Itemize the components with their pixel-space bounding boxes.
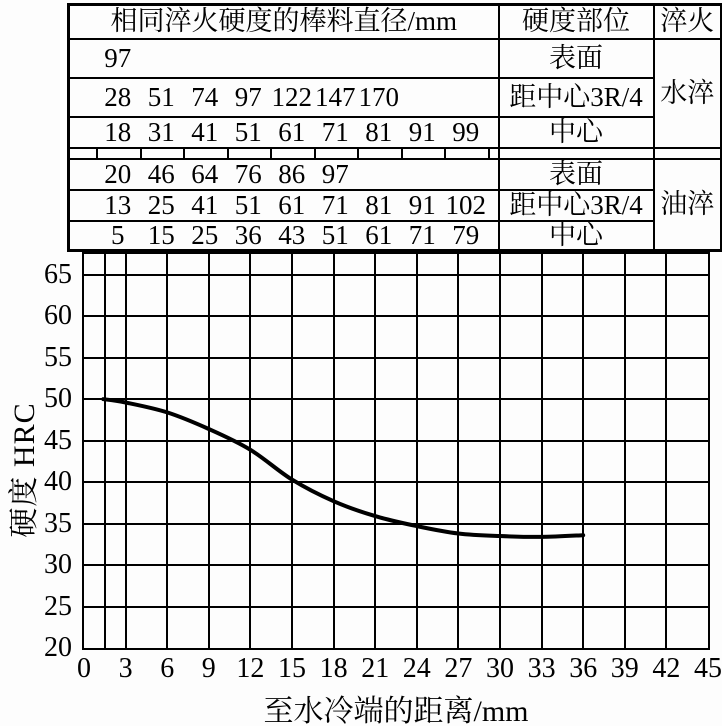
separator-tick	[314, 149, 316, 158]
diameter-value: 61	[278, 116, 306, 147]
separator-tick	[183, 149, 185, 158]
diameter-value: 61	[278, 189, 306, 220]
position-cell: 中心	[499, 117, 654, 148]
diameter-value: 71	[321, 189, 349, 220]
x-tick-label: 45	[694, 653, 722, 684]
table-header-row	[69, 5, 722, 39]
diameter-value: 13	[104, 189, 132, 220]
table-row	[69, 159, 722, 190]
diameter-value: 64	[191, 158, 219, 189]
separator-tick	[401, 149, 403, 158]
diameter-value: 170	[358, 81, 399, 112]
diameter-value: 71	[321, 116, 349, 147]
y-tick-label: 50	[44, 383, 72, 415]
diameter-value: 41	[191, 189, 219, 220]
separator-tick	[357, 149, 359, 158]
diameter-value: 81	[365, 189, 393, 220]
x-tick-label: 30	[486, 653, 514, 684]
diameter-value: 36	[234, 219, 262, 250]
diameter-value: 79	[452, 219, 480, 250]
separator-tick	[140, 149, 142, 158]
x-tick-label: 42	[652, 653, 681, 684]
separator-row	[69, 148, 722, 159]
diameter-value: 102	[445, 189, 486, 220]
x-tick-label: 24	[402, 653, 431, 684]
diameter-value: 31	[147, 116, 175, 147]
separator-tick	[270, 149, 272, 158]
oil-quench-cell: 油淬	[654, 159, 722, 251]
x-tick-label: 9	[201, 653, 216, 684]
diameter-value: 46	[147, 158, 175, 189]
diameter-value: 20	[104, 158, 132, 189]
diameter-value: 5	[111, 219, 125, 250]
position-cell: 中心	[499, 221, 654, 251]
diameter-value: 99	[452, 116, 480, 147]
table-row	[69, 39, 722, 78]
x-tick-label: 27	[444, 653, 473, 684]
diameter-value: 25	[191, 219, 219, 250]
diameter-value: 15	[147, 219, 175, 250]
diameter-value: 91	[408, 116, 436, 147]
diameter-values-cell	[69, 78, 499, 117]
x-tick-label: 18	[319, 653, 348, 684]
x-tick-label: 12	[236, 653, 265, 684]
table-row	[69, 221, 722, 251]
y-tick-label: 35	[44, 507, 72, 539]
diameter-values-cell	[69, 221, 499, 251]
x-tick-label: 21	[361, 653, 390, 684]
plot-area	[82, 252, 710, 650]
separator-tick	[227, 149, 229, 158]
separator-tick	[96, 149, 98, 158]
separator-cell	[654, 148, 722, 159]
header-hardness-position: 硬度部位	[499, 5, 654, 39]
x-tick-label: 6	[160, 653, 175, 684]
diameter-value: 81	[365, 116, 393, 147]
diameter-value: 71	[408, 219, 436, 250]
x-axis-tick-labels	[77, 653, 722, 685]
diameter-value: 97	[321, 158, 349, 189]
diameter-value: 51	[147, 81, 175, 112]
diameter-value: 91	[408, 189, 436, 220]
x-tick-label: 0	[77, 653, 91, 684]
y-tick-label: 20	[44, 632, 72, 663]
separator-cell	[499, 148, 654, 159]
diameter-values-cell	[69, 39, 499, 78]
diameter-value: 51	[234, 116, 262, 147]
diameter-value: 28	[104, 81, 132, 112]
position-cell: 距中心3R/4	[499, 190, 654, 221]
diameter-value: 97	[104, 42, 132, 73]
position-cell: 表面	[499, 39, 654, 78]
diameter-value: 41	[191, 116, 219, 147]
y-tick-label: 65	[44, 258, 72, 290]
diameter-values-cell	[69, 159, 499, 190]
diameter-value: 76	[234, 158, 262, 189]
diameter-value: 51	[234, 189, 262, 220]
diameter-value: 25	[147, 189, 175, 220]
table-row	[69, 117, 722, 148]
table-row	[69, 78, 722, 117]
y-tick-label: 45	[44, 424, 72, 456]
y-tick-label: 60	[44, 300, 72, 332]
y-tick-label: 55	[44, 341, 72, 373]
diameter-value: 97	[234, 81, 262, 112]
hardness-curve	[84, 254, 708, 648]
table-row	[69, 190, 722, 221]
diameter-value: 51	[321, 219, 349, 250]
x-tick-label: 36	[569, 653, 598, 684]
separator-tick	[444, 149, 446, 158]
diameter-value: 86	[278, 158, 306, 189]
water-quench-cell: 水淬	[654, 39, 722, 148]
diameter-values-cell	[69, 190, 499, 221]
diameter-value: 18	[104, 116, 132, 147]
x-tick-label: 3	[118, 653, 133, 684]
header-quench: 淬火	[654, 5, 722, 39]
position-cell: 表面	[499, 159, 654, 190]
diameter-value: 43	[278, 219, 306, 250]
y-tick-label: 25	[44, 590, 72, 622]
x-axis-title: 至水冷端的距离/mm	[263, 695, 529, 726]
y-axis-title: 硬度 HRC	[8, 402, 41, 538]
separator-tick	[488, 149, 490, 158]
diameter-value: 147	[315, 81, 356, 112]
position-cell: 距中心3R/4	[499, 78, 654, 117]
x-tick-label: 33	[527, 653, 556, 684]
separator-ticks-cell	[69, 148, 499, 159]
equivalent-diameter-table	[67, 3, 722, 252]
x-tick-label: 15	[278, 653, 306, 684]
diameter-value: 74	[191, 81, 219, 112]
header-diameters: 相同淬火硬度的棒料直径/mm	[69, 5, 499, 39]
x-tick-label: 39	[610, 653, 639, 684]
y-tick-label: 30	[44, 549, 72, 581]
diameter-values-cell	[69, 117, 499, 148]
y-tick-label: 40	[44, 466, 72, 498]
diameter-value: 122	[271, 81, 312, 112]
diameter-value: 61	[365, 219, 393, 250]
